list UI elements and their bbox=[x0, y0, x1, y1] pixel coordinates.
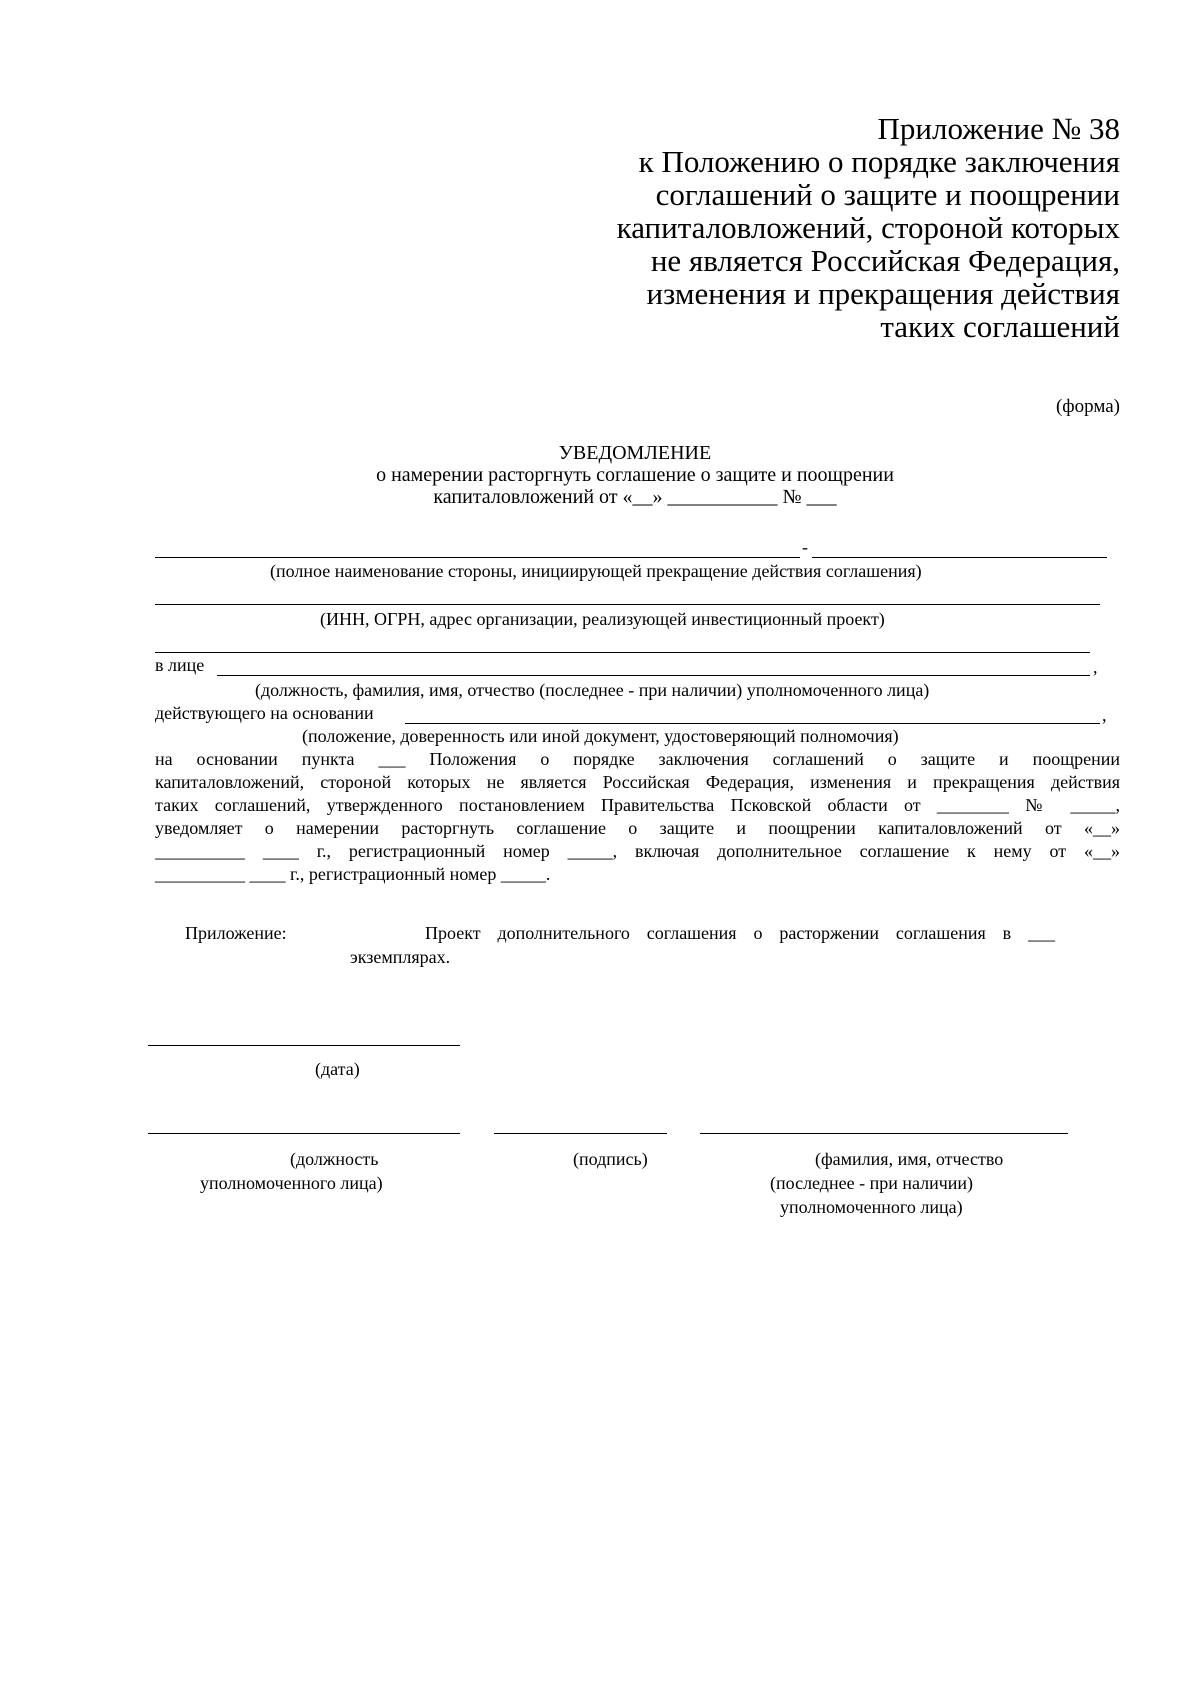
full-name-caption: (фамилия, имя, отчество bbox=[815, 1149, 1004, 1169]
notice-heading: УВЕДОМЛЕНИЕ bbox=[558, 442, 712, 464]
appendix-line: капиталовложений, стороной которых bbox=[616, 210, 1120, 245]
position-line bbox=[148, 1133, 460, 1134]
date-caption: (дата) bbox=[315, 1059, 360, 1079]
party-name-line-right bbox=[812, 557, 1107, 558]
attachment-label: Приложение: bbox=[185, 923, 287, 943]
date-line bbox=[148, 1045, 460, 1046]
in-person-label: в лице bbox=[155, 655, 205, 675]
comma: , bbox=[1093, 657, 1098, 677]
person-caption: (должность, фамилия, имя, отчество (последнее - при наличии) уполномоченного лица) bbox=[255, 680, 930, 700]
notice-subtitle: о намерении расторгнуть соглашение о защите и поощрении bbox=[376, 464, 894, 486]
appendix-line: Приложение № 38 bbox=[877, 111, 1120, 146]
notice-title bbox=[0, 442, 1200, 508]
appendix-line: изменения и прекращения действия bbox=[646, 276, 1120, 311]
inn-line bbox=[155, 604, 1100, 605]
in-person-line bbox=[217, 675, 1090, 676]
full-name-caption: (последнее - при наличии) bbox=[770, 1173, 974, 1193]
body-line: __________ ____ г., регистрационный номер _____. bbox=[155, 864, 551, 884]
appendix-line: таких соглашений bbox=[880, 309, 1120, 344]
blank-line bbox=[155, 652, 1090, 653]
acting-label: действующего на основании bbox=[155, 703, 374, 723]
appendix-line: соглашений о защите и поощрении bbox=[655, 177, 1120, 212]
position-caption: (должность bbox=[290, 1149, 379, 1169]
appendix-header bbox=[617, 112, 1120, 343]
body-line: __________ ____ г., регистрационный номер _____, включая дополнительное соглашение к нему от «__» bbox=[155, 841, 1120, 861]
attachment-text: Проект дополнительного соглашения о расторжении соглашения в ___ bbox=[425, 923, 1055, 943]
acting-basis-line bbox=[405, 723, 1100, 724]
body-line: уведомляет о намерении расторгнуть соглашение о защите и поощрении капиталовложений от «__» bbox=[155, 818, 1120, 838]
comma: , bbox=[1102, 705, 1107, 725]
notice-subtitle-date: капиталовложений от «__» ___________ № ___ bbox=[433, 486, 837, 508]
form-label: (форма) bbox=[1055, 396, 1120, 417]
party-caption: (полное наименование стороны, инициирующей прекращение действия соглашения) bbox=[270, 561, 922, 581]
attachment-text-cont: экземплярах. bbox=[350, 947, 451, 967]
basis-caption: (положение, доверенность или иной документ, удостоверяющий полномочия) bbox=[302, 726, 899, 746]
party-name-line-left bbox=[155, 557, 800, 558]
party-name-dash: - bbox=[802, 537, 808, 557]
signature-line bbox=[494, 1133, 667, 1134]
full-name-line bbox=[700, 1133, 1068, 1134]
appendix-line: к Положению о порядке заключения bbox=[638, 144, 1120, 179]
body-line: таких соглашений, утвержденного постановлением Правительства Псковской области от ________ № _____, bbox=[155, 795, 1120, 815]
body-line: на основании пункта ___ Положения о порядке заключения соглашений о защите и поощрении bbox=[155, 749, 1120, 769]
appendix-line: не является Российская Федерация, bbox=[650, 243, 1120, 278]
position-caption: уполномоченного лица) bbox=[200, 1173, 383, 1193]
inn-caption: (ИНН, ОГРН, адрес организации, реализующей инвестиционный проект) bbox=[320, 609, 885, 629]
signature-caption: (подпись) bbox=[573, 1149, 648, 1169]
body-line: капиталовложений, стороной которых не является Российская Федерация, изменения и прекращения действия bbox=[155, 772, 1120, 792]
full-name-caption: уполномоченного лица) bbox=[780, 1197, 963, 1217]
